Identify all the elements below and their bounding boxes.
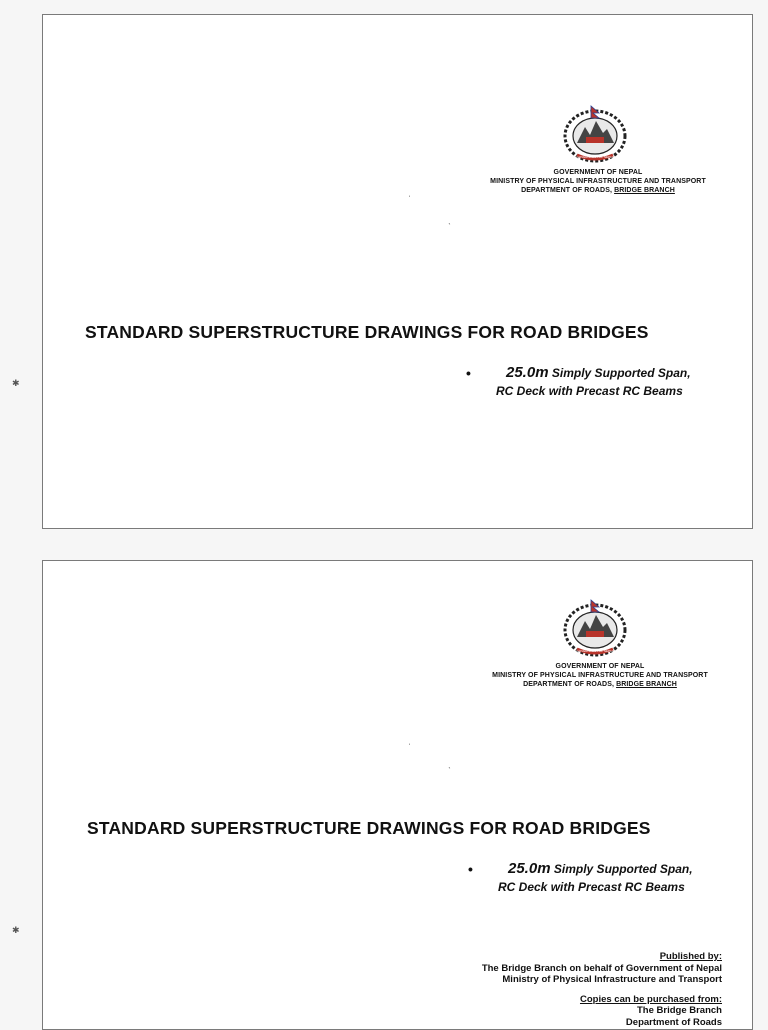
scan-speck: ˌ: [408, 735, 411, 745]
deck-description: RC Deck with Precast RC Beams: [498, 880, 685, 894]
span-length: 25.0m: [508, 860, 551, 877]
span-line: [506, 365, 691, 381]
span-description: Simply Supported Span,: [550, 862, 693, 876]
bridge-branch-label: BRIDGE BRANCH: [616, 681, 677, 688]
nepal-emblem-icon: [559, 103, 631, 165]
cover-sheet-1: [42, 14, 753, 529]
copies-line-1: The Bridge Branch: [637, 1005, 722, 1016]
bullet-icon: •: [466, 365, 471, 381]
gov-line-3: [473, 186, 723, 195]
gov-line-3-prefix: DEPARTMENT OF ROADS,: [523, 681, 617, 688]
published-by-label: Published by:: [659, 951, 722, 962]
span-length: 25.0m: [506, 364, 549, 381]
document-title: STANDARD SUPERSTRUCTURE DRAWINGS FOR ROAD BRIDGES: [87, 818, 651, 838]
document-title: STANDARD SUPERSTRUCTURE DRAWINGS FOR ROAD BRIDGES: [85, 322, 649, 342]
scan-speck: ✱: [12, 925, 20, 935]
emblem-ribbon-text: GOVERNMENT OF NEPAL: [576, 649, 614, 653]
government-header: [473, 168, 723, 195]
government-header: [475, 662, 725, 689]
bullet-icon: •: [468, 861, 473, 877]
span-description: Simply Supported Span,: [548, 366, 691, 380]
deck-description: RC Deck with Precast RC Beams: [496, 384, 683, 398]
publisher-info: [402, 951, 722, 1028]
copies-line-2: Department of Roads: [625, 1016, 722, 1028]
emblem-ribbon-text: GOVERNMENT OF NEPAL: [576, 155, 614, 159]
nepal-emblem-icon: [559, 597, 631, 659]
publisher-line-2: Ministry of Physical Infrastructure and Transport: [502, 974, 722, 985]
span-line: [508, 861, 693, 877]
gov-line-2: MINISTRY OF PHYSICAL INFRASTRUCTURE AND TRANSPORT: [490, 178, 706, 185]
bridge-branch-label: BRIDGE BRANCH: [614, 187, 675, 194]
publisher-line-1: The Bridge Branch on behalf of Government of Nepal: [481, 962, 722, 974]
scan-speck: ˋ: [448, 222, 451, 232]
scan-speck: ✱: [12, 378, 20, 388]
scan-speck: ˋ: [448, 766, 451, 776]
copies-label: Copies can be purchased from:: [579, 993, 722, 1005]
gov-line-1: GOVERNMENT OF NEPAL: [555, 663, 645, 670]
gov-line-2: MINISTRY OF PHYSICAL INFRASTRUCTURE AND TRANSPORT: [492, 672, 708, 679]
gov-line-3-prefix: DEPARTMENT OF ROADS,: [521, 187, 615, 194]
gov-line-1: GOVERNMENT OF NEPAL: [553, 169, 643, 176]
cover-sheet-2: [42, 560, 753, 1030]
gov-line-3: [475, 680, 725, 689]
scan-speck: ˌ: [408, 187, 411, 197]
